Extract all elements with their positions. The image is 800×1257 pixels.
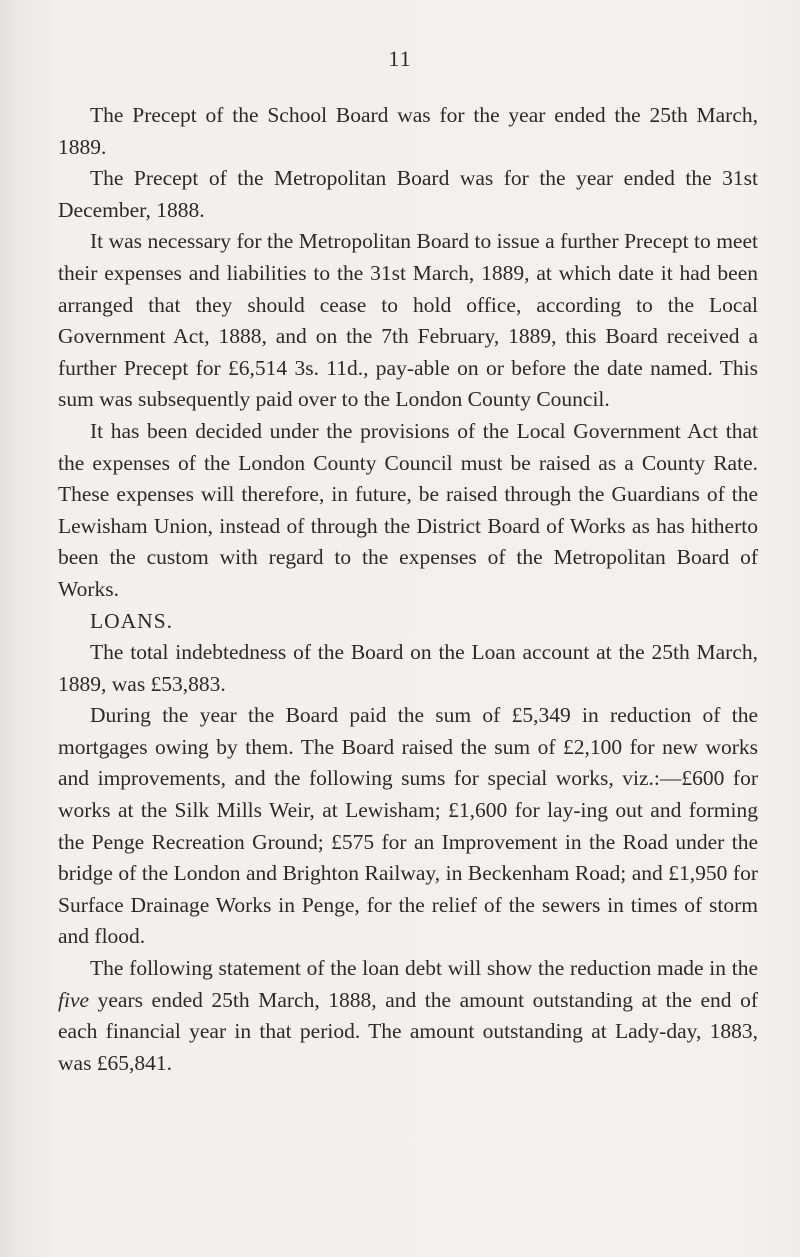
loan-statement-emphasis: five (58, 987, 90, 1012)
page-number: 11 (388, 46, 412, 71)
loan-statement-after: years ended 25th March, 1888, and the amount outstanding at the end of each financial year in that period. The amount outstanding at Lady-day, 1883, was £65,841. (58, 987, 758, 1075)
paragraph-total-indebtedness: The total indebtedness of the Board on the Loan account at the 25th March, 1889, was £53,883. (58, 640, 758, 696)
paragraph-county-rate: It has been decided under the provisions of the Local Government Act that the expenses of the London County Council must be raised as a County Rate. These expenses will therefore, in future, be raised through the Guardians of the Lewisham Union, instead of through the District Board of Works as has hitherto been the custom with regard to the expenses of the Metropolitan Board of Works. (58, 418, 758, 601)
section-heading-loans: LOANS. (90, 608, 174, 633)
loan-statement-before: The following statement of the loan debt will show the reduction made in the (90, 956, 758, 981)
paragraph-loan-statement (58, 953, 758, 1079)
paragraph-further-precept: It was necessary for the Metropolitan Board to issue a further Precept to meet their expenses and liabilities to the 31st March, 1889, at which date it had been arranged that they should cease to hold office, according to the Local Government Act, 1888, and on the 7th February, 1889, this Board received a further Precept for £6,514 3s. 11d., pay-able on or before the date named. This sum was subsequently paid over to the London County Council. (58, 229, 758, 412)
paragraph-reduction-and-sums: During the year the Board paid the sum of £5,349 in reduction of the mortgages owing by them. The Board raised the sum of £2,100 for new works and improvements, and the following sums for special works, viz.:—£600 for works at the Silk Mills Weir, at Lewisham; £1,600 for lay-ing out and forming the Penge Recreation Ground; £575 for an Improvement in the Road under the bridge of the London and Brighton Railway, in Beckenham Road; and £1,950 for Surface Drainage Works in Penge, for the relief of the sewers in times of storm and flood. (58, 703, 758, 949)
paragraph-metropolitan-board-precept: The Precept of the Metropolitan Board was for the year ended the 31st December, 1888. (58, 166, 758, 222)
body-text (58, 100, 758, 1079)
paragraph-school-board-precept: The Precept of the School Board was for the year ended the 25th March, 1889. (58, 103, 758, 159)
